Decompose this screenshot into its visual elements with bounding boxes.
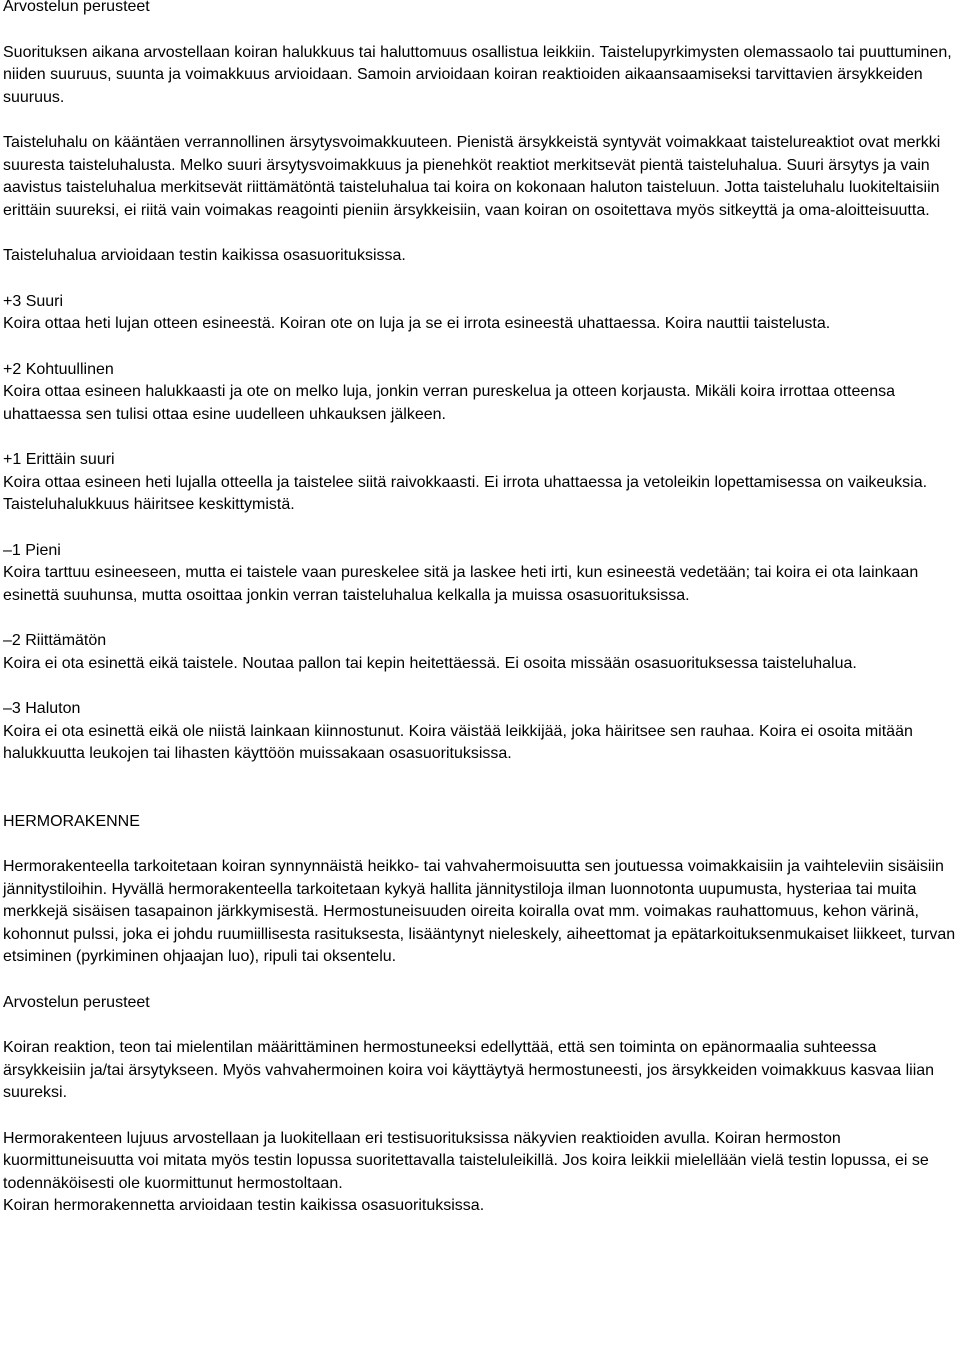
paragraph-nervous-reaction: Koiran reaktion, teon tai mielentilan määrittäminen hermostuneeksi edellyttää, että sen toiminta on epänormaalia suhteessa ärsykkeisiin ja/tai ärsytykseen. Myös vahvahermoinen koira voi käyttäytyä hermostuneesti, jos ärsykkeiden voimakkuus kasvaa liian suureksi. xyxy=(3,1039,935,1101)
spacer xyxy=(3,268,958,291)
section-heading-criteria: Arvostelun perusteet xyxy=(3,0,150,15)
grade-description: Koira ottaa esineen heti lujalla otteella ja taistelee siitä raivokkaasti. Ei irrota uhattaessa ja vetoleikin lopettamisessa on vaikeuksia. Taisteluhalukkuus häiritsee keskittymistä. xyxy=(3,473,928,513)
spacer xyxy=(3,675,958,698)
paragraph-evaluation-intro: Suorituksen aikana arvostellaan koiran halukkuus tai haluttomuus osallistua leikkiin. Taistelupyrkimysten olemassaolo tai puuttuminen, niiden suuruus, suunta ja voimakkuus arvioidaan. Samoin arvioidaan koiran reaktioiden aikaansaamiseksi tarvittavien ärsykkeiden suuruus. xyxy=(3,43,952,106)
spacer xyxy=(3,19,958,42)
grade-description: Koira ei ota esinettä eikä taistele. Noutaa pallon tai kepin heitettäessä. Ei osoita missään osasuorituksessa taisteluhalua. xyxy=(3,654,857,672)
paragraph-assessed-in-all: Taisteluhalua arvioidaan testin kaikissa osasuorituksissa. xyxy=(3,247,406,264)
spacer xyxy=(3,109,958,132)
paragraph-fighting-drive: Taisteluhalu on kääntäen verrannollinen ärsytysvoimakkuuteen. Pienistä ärsykkeistä syntyvät voimakkaat taistelureaktiot ovat merkki suuresta taisteluhalusta. Melko suuri ärsytysvoimakkuus ja pienehköt reaktiot merkitsevät pientä taisteluhalua. Suuri ärsytys ja vain aavistus taisteluhalua merkitsevät riittämätöntä taisteluhalua tai koira on kokonaan haluton taisteluun. Jotta taisteluhalu luokiteltaisiin erittäin suureksi, ei riitä vain voimakas reagointi pieniin ärsykkeisiin, vaan koiran on osoitettava myös sitkeyttä ja oma-aloitteisuutta. xyxy=(3,134,941,219)
spacer xyxy=(3,1014,958,1037)
section-heading-nerves: HERMORAKENNE xyxy=(3,812,140,830)
grade-block-minus-2 xyxy=(3,630,958,675)
spacer xyxy=(3,833,958,856)
spacer xyxy=(3,1105,958,1128)
grade-block-plus-3 xyxy=(3,291,958,336)
grade-block-minus-1 xyxy=(3,540,958,608)
grade-title: +1 Erittäin suuri xyxy=(3,451,115,468)
spacer xyxy=(3,222,958,245)
grade-description: Koira ottaa heti lujan otteen esineestä. Koiran ote on luja ja se ei irrota esineestä uhattaessa. Koira nauttii taistelusta. xyxy=(3,315,831,332)
document-page xyxy=(3,0,958,1218)
grade-description: Koira ottaa esineen halukkaasti ja ote on melko luja, jonkin verran pureskelua ja otteen korjausta. Mikäli koira irrottaa otteensa uhattaessa sen tulisi ottaa esine uudelleen uhkauksen jälkeen. xyxy=(3,383,896,423)
grade-title: –3 Haluton xyxy=(3,700,81,717)
grade-title: –2 Riittämätön xyxy=(3,632,107,649)
grade-description: Koira tarttuu esineeseen, mutta ei taistele vaan pureskelee sitä ja laskee heti irti, kun esineestä vedetään; tai koira ei ota lainkaan esinettä suuhunsa, mutta osoittaa jonkin verran taisteluhalua kelkalla ja muissa osasuorituksissa. xyxy=(3,564,919,604)
spacer xyxy=(3,426,958,449)
grade-block-plus-1 xyxy=(3,449,958,517)
grade-description: Koira ei ota esinettä eikä ole niistä lainkaan kiinnostunut. Koira väistää leikkijää, joka häiritsee sen rauhaa. Koira ei osoita mitään halukkuutta leukojen tai lihasten käyttöön muissakaan osasuorituksissa. xyxy=(3,722,913,762)
grade-title: +3 Suuri xyxy=(3,292,64,310)
grade-block-minus-3 xyxy=(3,698,958,766)
paragraph-nerve-structure: Hermorakenteella tarkoitetaan koiran synnynnäistä heikko- tai vahvahermoisuutta sen joutuessa voimakkaisiin ja vaihteleviin sisäisiin jännitystiloihin. Hyvällä hermorakenteella tarkoitetaan kykyä hallita jännitystiloja ilman luonnotonta uupumusta, hysteriaa tai muita merkkejä sisäisen tasapainon järkkymisestä. Hermostuneisuuden oireita koiralla ovat mm. voimakas rauhattomuus, kehon värinä, kohonnut pulssi, joka ei johdu ruumiillisesta rasituksesta, lisääntynyt nieleskely, aiheettomat ja epätarkoituksenmukaiset liikkeet, turvan etsiminen (pyrkiminen ohjaajan luo), ripuli tai oksentelu. xyxy=(3,858,956,965)
spacer xyxy=(3,607,958,630)
spacer xyxy=(3,336,958,359)
paragraph-nerve-strength: Hermorakenteen lujuus arvostellaan ja luokitellaan eri testisuorituksissa näkyvien reaktioiden avulla. Koiran hermoston kuormittuneisuutta voi mitata myös testin lopussa suoritettavalla taisteluleikillä. Jos koira leikkii mielellään vielä testin lopussa, ei se todennäköisesti ole kuormittunut hermostoltaan. xyxy=(3,1129,929,1192)
paragraph-nerve-assessed-in-all: Koiran hermorakennetta arvioidaan testin kaikissa osasuorituksissa. xyxy=(3,1197,485,1214)
grade-block-plus-2 xyxy=(3,359,958,427)
section-heading-criteria: Arvostelun perusteet xyxy=(3,993,150,1011)
spacer xyxy=(3,969,958,992)
spacer xyxy=(3,766,958,811)
grade-title: –1 Pieni xyxy=(3,541,61,559)
grade-title: +2 Kohtuullinen xyxy=(3,360,114,378)
spacer xyxy=(3,517,958,540)
